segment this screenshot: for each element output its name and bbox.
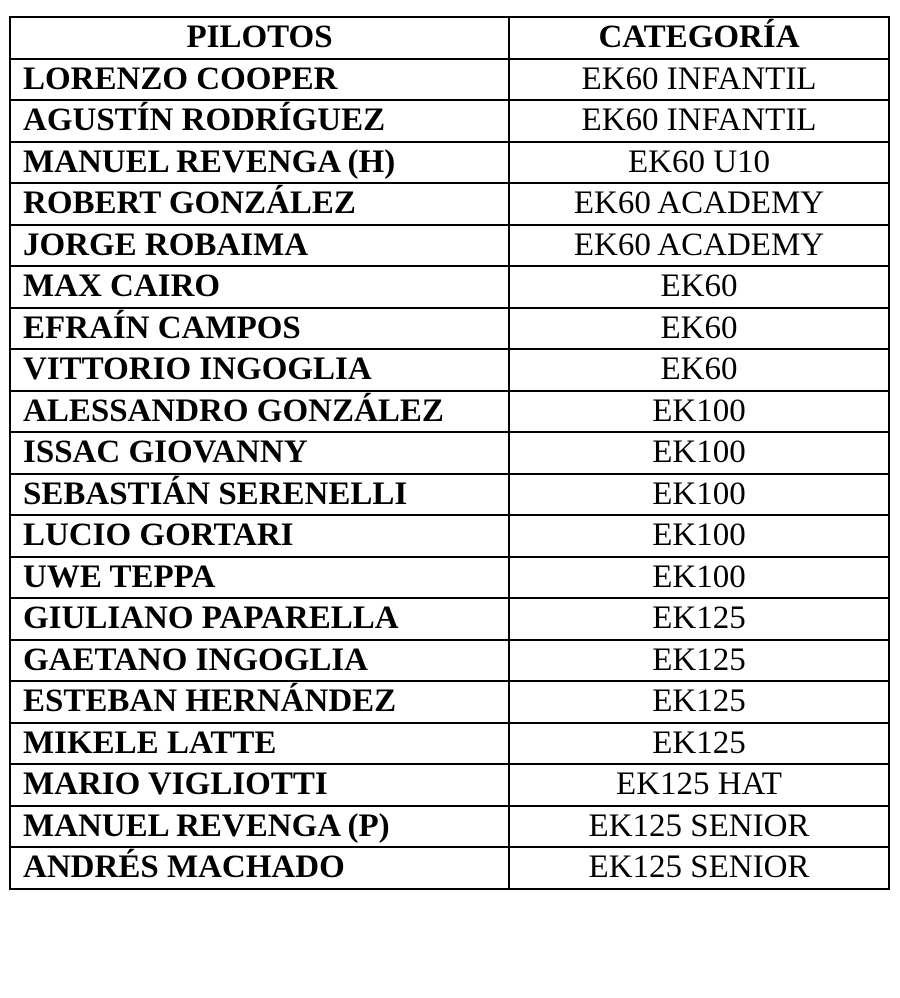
pilot-name-cell: AGUSTÍN RODRÍGUEZ	[10, 100, 509, 142]
header-category: CATEGORÍA	[509, 17, 889, 59]
category-cell: EK100	[509, 557, 889, 599]
category-cell: EK60 U10	[509, 142, 889, 184]
table-row	[10, 349, 889, 391]
table-row	[10, 515, 889, 557]
pilot-name-cell: MANUEL REVENGA (H)	[10, 142, 509, 184]
pilot-name-cell: LUCIO GORTARI	[10, 515, 509, 557]
category-cell: EK125 SENIOR	[509, 806, 889, 848]
table-row	[10, 764, 889, 806]
header-pilots: PILOTOS	[10, 17, 509, 59]
table-row	[10, 557, 889, 599]
table-row	[10, 100, 889, 142]
pilot-name-cell: MAX CAIRO	[10, 266, 509, 308]
pilot-name-cell: ESTEBAN HERNÁNDEZ	[10, 681, 509, 723]
pilot-name-cell: ALESSANDRO GONZÁLEZ	[10, 391, 509, 433]
table-row	[10, 723, 889, 765]
table-header-row	[10, 17, 889, 59]
category-cell: EK60 ACADEMY	[509, 183, 889, 225]
table-row	[10, 474, 889, 516]
table-row	[10, 847, 889, 889]
category-cell: EK100	[509, 432, 889, 474]
category-cell: EK60 INFANTIL	[509, 59, 889, 101]
table-row	[10, 266, 889, 308]
pilot-name-cell: UWE TEPPA	[10, 557, 509, 599]
pilot-name-cell: MARIO VIGLIOTTI	[10, 764, 509, 806]
table-row	[10, 432, 889, 474]
table-row	[10, 391, 889, 433]
pilot-name-cell: ANDRÉS MACHADO	[10, 847, 509, 889]
table-row	[10, 59, 889, 101]
table-row	[10, 681, 889, 723]
category-cell: EK125 HAT	[509, 764, 889, 806]
pilot-name-cell: SEBASTIÁN SERENELLI	[10, 474, 509, 516]
table-row	[10, 806, 889, 848]
category-cell: EK100	[509, 474, 889, 516]
pilot-name-cell: GAETANO INGOGLIA	[10, 640, 509, 682]
pilot-name-cell: ISSAC GIOVANNY	[10, 432, 509, 474]
category-cell: EK125 SENIOR	[509, 847, 889, 889]
table-row	[10, 598, 889, 640]
pilot-name-cell: ROBERT GONZÁLEZ	[10, 183, 509, 225]
pilot-name-cell: LORENZO COOPER	[10, 59, 509, 101]
category-cell: EK100	[509, 391, 889, 433]
category-cell: EK60	[509, 266, 889, 308]
table-body	[10, 59, 889, 889]
category-cell: EK60	[509, 349, 889, 391]
category-cell: EK125	[509, 640, 889, 682]
table-row	[10, 183, 889, 225]
pilots-category-table	[9, 16, 890, 890]
table-row	[10, 640, 889, 682]
table-row	[10, 142, 889, 184]
pilot-name-cell: MANUEL REVENGA (P)	[10, 806, 509, 848]
pilot-name-cell: VITTORIO INGOGLIA	[10, 349, 509, 391]
category-cell: EK60 INFANTIL	[509, 100, 889, 142]
pilot-name-cell: MIKELE LATTE	[10, 723, 509, 765]
category-cell: EK60 ACADEMY	[509, 225, 889, 267]
category-cell: EK125	[509, 681, 889, 723]
table-row	[10, 225, 889, 267]
pilot-name-cell: JORGE ROBAIMA	[10, 225, 509, 267]
pilot-name-cell: EFRAÍN CAMPOS	[10, 308, 509, 350]
category-cell: EK125	[509, 723, 889, 765]
category-cell: EK125	[509, 598, 889, 640]
table-row	[10, 308, 889, 350]
pilot-name-cell: GIULIANO PAPARELLA	[10, 598, 509, 640]
category-cell: EK100	[509, 515, 889, 557]
category-cell: EK60	[509, 308, 889, 350]
